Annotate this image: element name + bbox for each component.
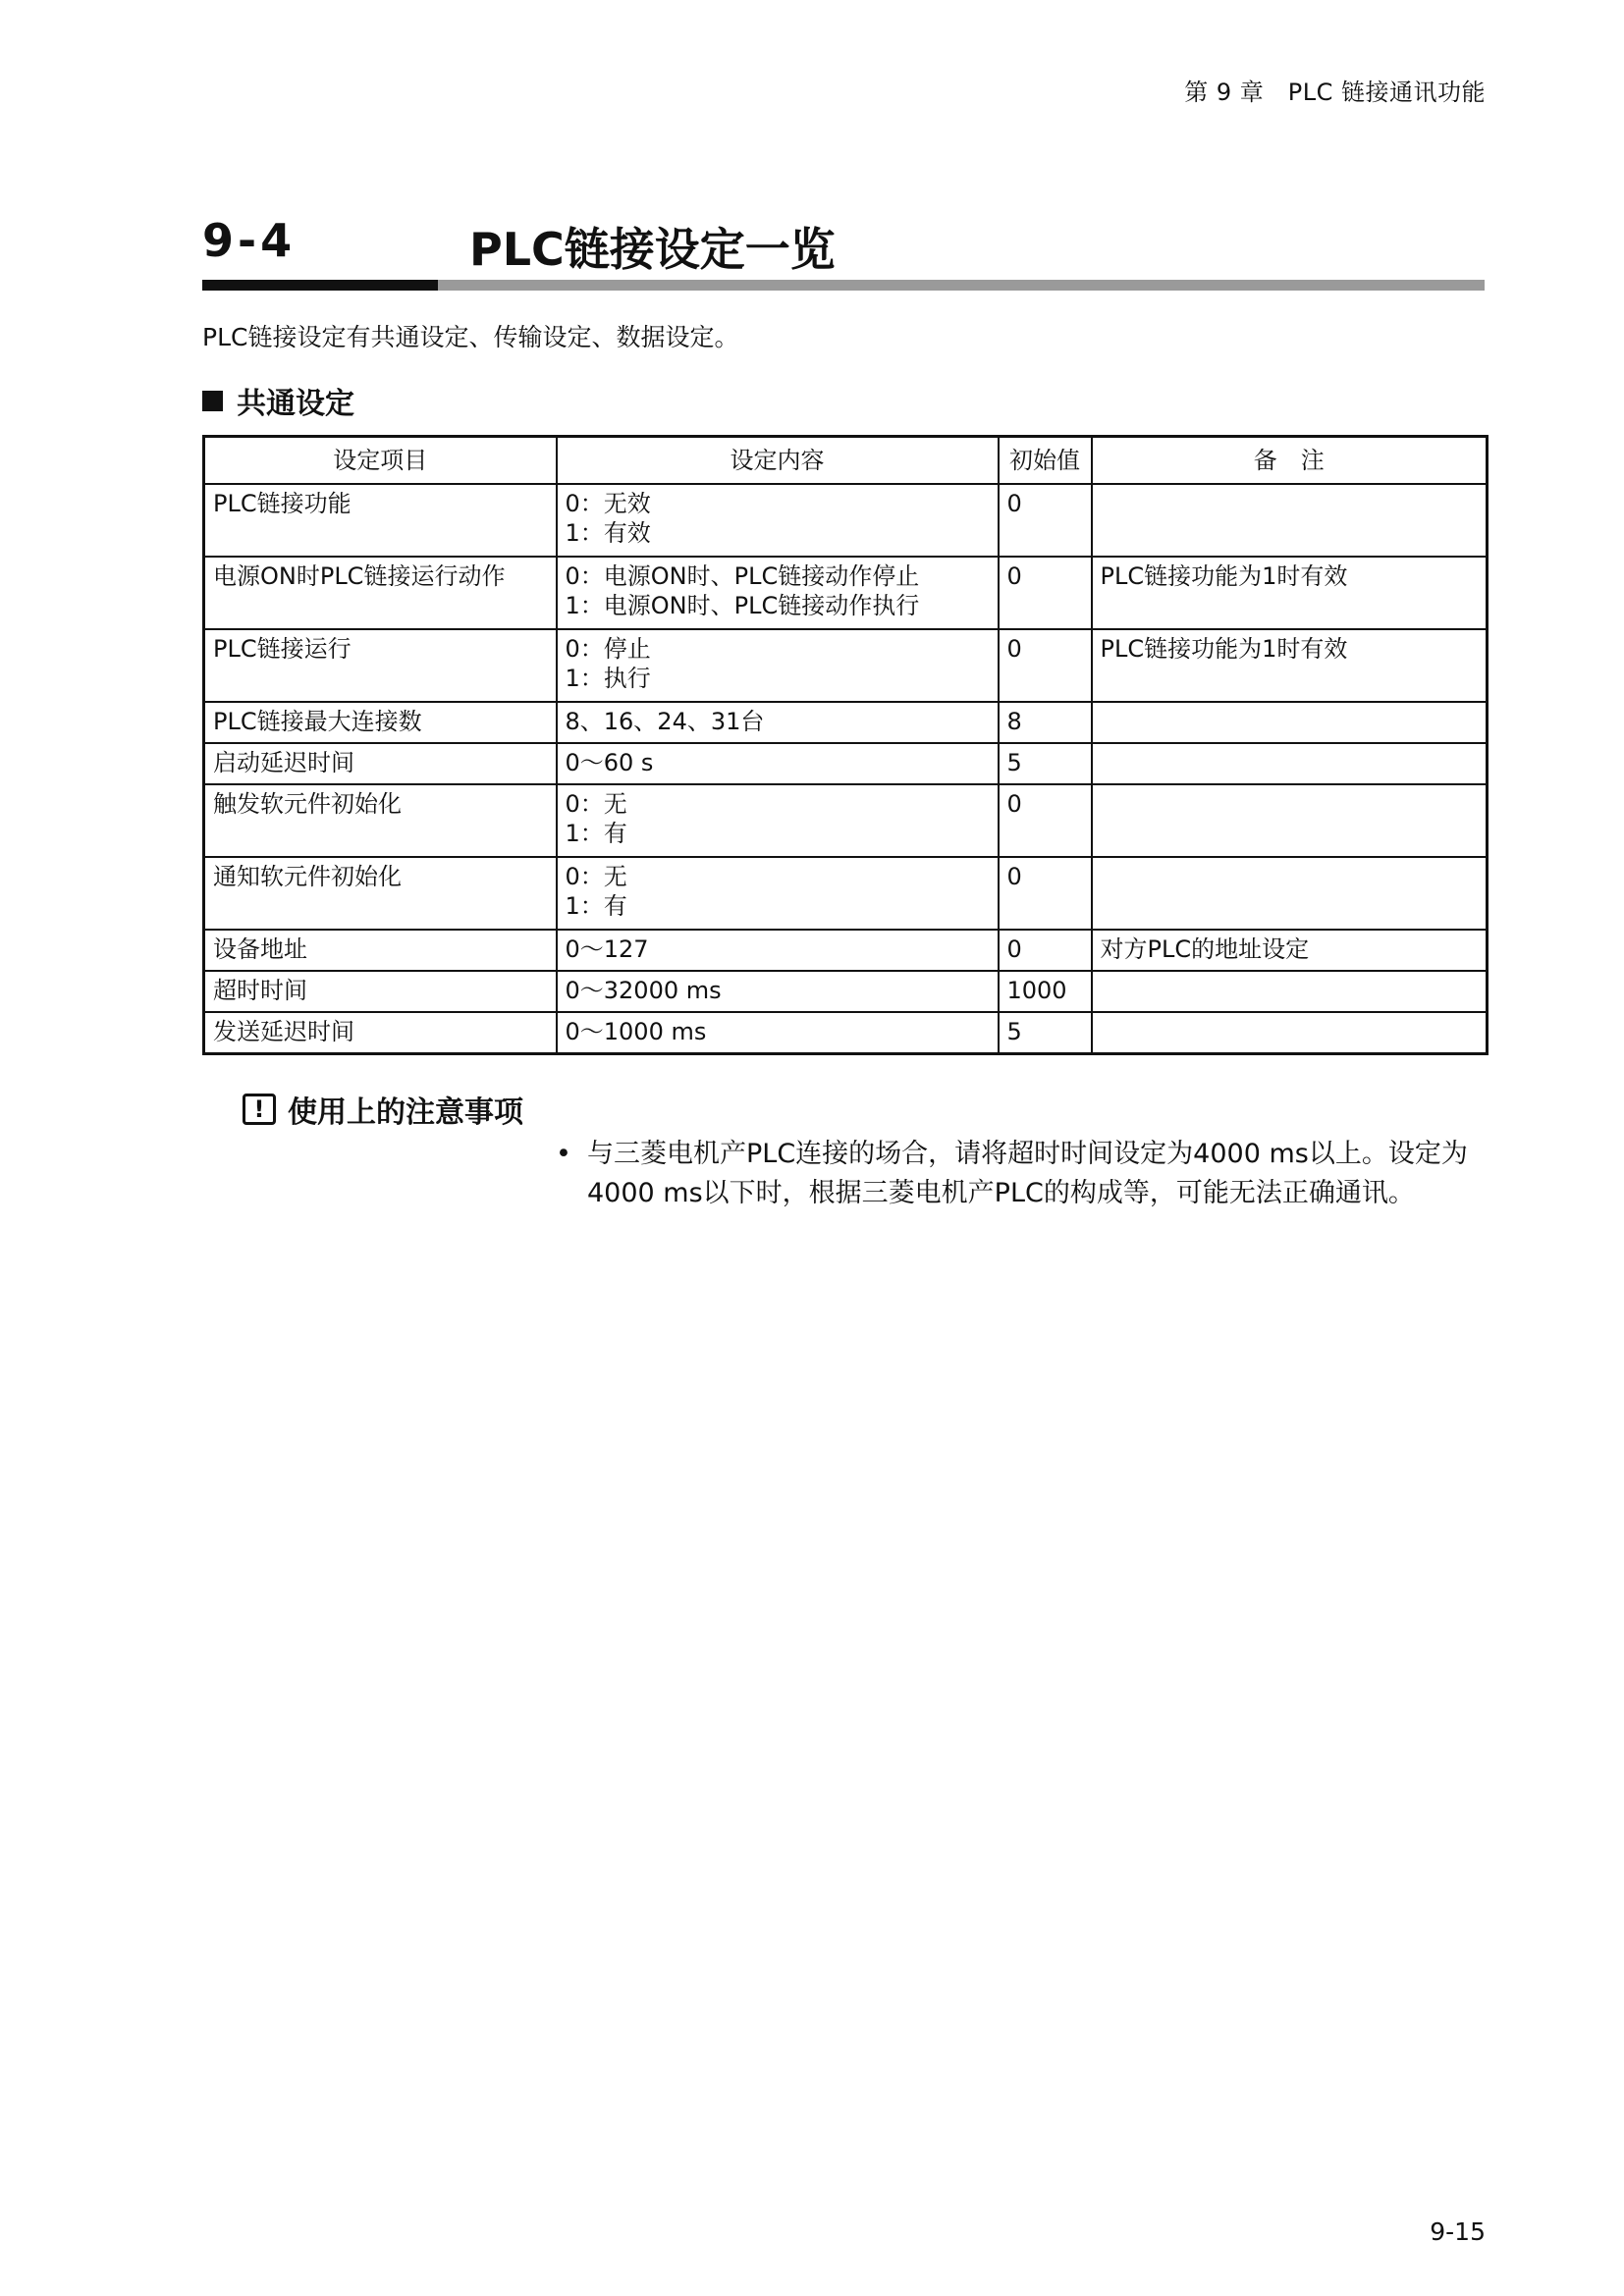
table-row (204, 484, 1488, 557)
content-line: 1：执行 (565, 665, 651, 692)
initial-value-cell: 0 (999, 784, 1092, 857)
content-cell (557, 857, 999, 930)
content-line: 0：无 (565, 790, 627, 818)
table-row (204, 857, 1488, 930)
item-cell: PLC链接最大连接数 (204, 702, 557, 743)
content-line: 1：有效 (565, 519, 651, 547)
note-cell: PLC链接功能为1时有效 (1092, 629, 1488, 702)
content-line: 0：停止 (565, 635, 651, 663)
section-title (202, 214, 1485, 275)
column-header: 初始值 (999, 437, 1092, 485)
item-cell: 触发软元件初始化 (204, 784, 557, 857)
notice-text: 与三菱电机产PLC连接的场合，请将超时时间设定为4000 ms以上。设定为4000 ms以下时，根据三菱电机产PLC的构成等，可能无法正确通讯。 (587, 1139, 1468, 1208)
content-line: 1：电源ON时、PLC链接动作执行 (565, 592, 920, 619)
bullet-marker: • (556, 1139, 571, 1169)
intro-paragraph: PLC链接设定有共通设定、传输设定、数据设定。 (202, 323, 739, 351)
notice-title: 使用上的注意事项 (288, 1095, 523, 1130)
table-row (204, 557, 1488, 629)
item-cell: 超时时间 (204, 971, 557, 1012)
content-line: 0：电源ON时、PLC链接动作停止 (565, 562, 920, 590)
content-cell (557, 1012, 999, 1054)
initial-value-cell: 0 (999, 857, 1092, 930)
content-cell (557, 743, 999, 784)
title-rule-dark (202, 280, 438, 291)
notice-body (556, 1135, 1479, 1213)
content-line: 0～60 s (565, 749, 654, 776)
notice-heading (243, 1088, 523, 1131)
settings-table (202, 435, 1489, 1055)
filled-square-icon (202, 391, 223, 411)
subsection-heading (202, 379, 354, 422)
title-rule-gray (438, 280, 1485, 291)
content-line: 0：无 (565, 863, 627, 890)
section-heading: PLC链接设定一览 (469, 223, 836, 276)
initial-value-cell: 8 (999, 702, 1092, 743)
subsection-title: 共通设定 (237, 387, 354, 421)
column-header: 设定内容 (557, 437, 999, 485)
note-cell (1092, 857, 1488, 930)
content-cell (557, 629, 999, 702)
page-number: 9-15 (1430, 2217, 1486, 2246)
exclamation-icon: ! (243, 1094, 276, 1125)
content-line: 1：有 (565, 820, 627, 847)
note-cell: 对方PLC的地址设定 (1092, 930, 1488, 971)
item-cell: 电源ON时PLC链接运行动作 (204, 557, 557, 629)
item-cell: PLC链接运行 (204, 629, 557, 702)
table-header-row (204, 437, 1488, 485)
content-line: 0～32000 ms (565, 977, 722, 1004)
table-row (204, 1012, 1488, 1054)
column-header: 设定项目 (204, 437, 557, 485)
table-row (204, 743, 1488, 784)
initial-value-cell: 0 (999, 930, 1092, 971)
table-row (204, 971, 1488, 1012)
item-cell: PLC链接功能 (204, 484, 557, 557)
note-cell (1092, 784, 1488, 857)
table-row (204, 629, 1488, 702)
note-cell (1092, 702, 1488, 743)
initial-value-cell: 0 (999, 484, 1092, 557)
content-line: 0～127 (565, 935, 649, 963)
item-cell: 发送延迟时间 (204, 1012, 557, 1054)
content-line: 0～1000 ms (565, 1018, 707, 1045)
item-cell: 通知软元件初始化 (204, 857, 557, 930)
note-cell (1092, 484, 1488, 557)
running-header: 第 9 章 PLC 链接通讯功能 (1184, 79, 1486, 106)
table-row (204, 784, 1488, 857)
content-line: 0：无效 (565, 490, 651, 517)
content-line: 1：有 (565, 892, 627, 920)
note-cell: PLC链接功能为1时有效 (1092, 557, 1488, 629)
note-cell (1092, 1012, 1488, 1054)
note-cell (1092, 971, 1488, 1012)
content-cell (557, 557, 999, 629)
initial-value-cell: 1000 (999, 971, 1092, 1012)
initial-value-cell: 0 (999, 629, 1092, 702)
content-cell (557, 702, 999, 743)
content-cell (557, 930, 999, 971)
table-row (204, 930, 1488, 971)
content-cell (557, 971, 999, 1012)
content-cell (557, 784, 999, 857)
initial-value-cell: 5 (999, 743, 1092, 784)
item-cell: 启动延迟时间 (204, 743, 557, 784)
content-line: 8、16、24、31台 (565, 708, 765, 735)
content-cell (557, 484, 999, 557)
initial-value-cell: 0 (999, 557, 1092, 629)
column-header: 备 注 (1092, 437, 1488, 485)
section-number: 9-4 (202, 214, 297, 267)
note-cell (1092, 743, 1488, 784)
initial-value-cell: 5 (999, 1012, 1092, 1054)
table-row (204, 702, 1488, 743)
item-cell: 设备地址 (204, 930, 557, 971)
